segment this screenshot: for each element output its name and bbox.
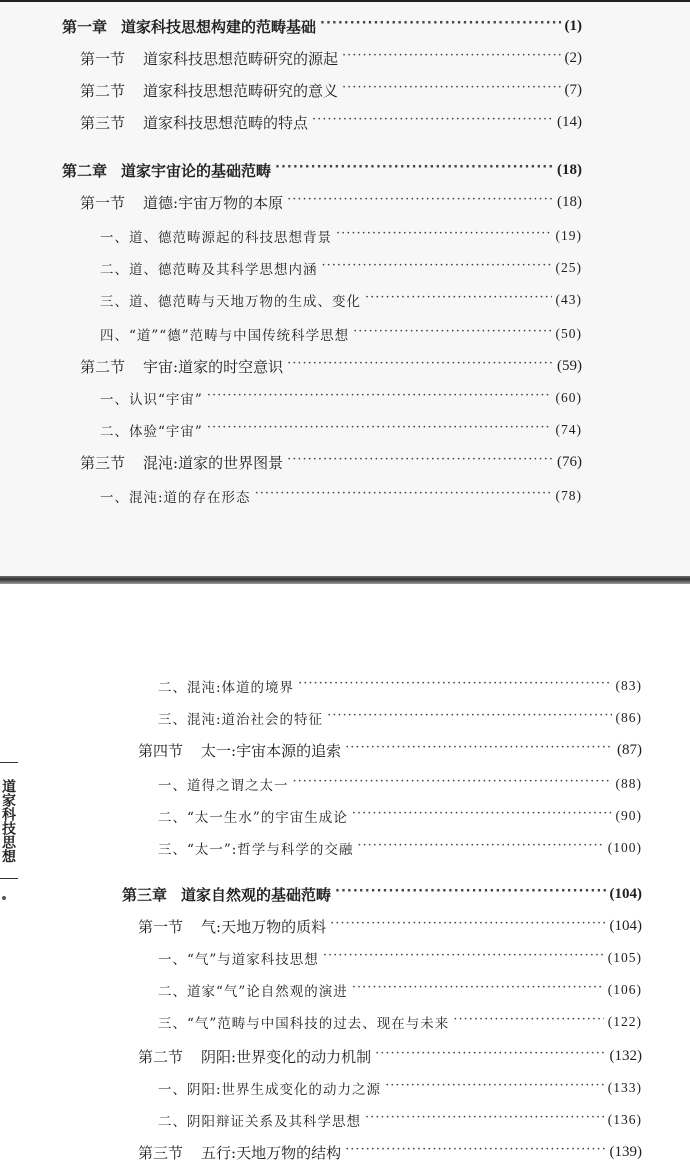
toc-entry-title: 四、“道”“德”范畴与中国传统科学思想 <box>100 328 350 344</box>
toc-page-number: (90) <box>615 808 642 823</box>
toc-dot-leader <box>323 946 604 970</box>
toc-section-entry[interactable] <box>80 46 582 70</box>
toc-dot-leader <box>375 1044 605 1068</box>
toc-dot-leader <box>345 1140 605 1164</box>
toc-dot-leader <box>342 46 560 70</box>
toc-page-number: (88) <box>615 776 642 791</box>
toc-entry-number: 第三节 <box>138 1143 184 1162</box>
toc-subsection-entry[interactable] <box>158 836 642 860</box>
toc-entry-title: 道家科技思想范畴研究的意义 <box>143 81 339 100</box>
toc-page-number: (1) <box>564 17 582 34</box>
toc-subsection-entry[interactable] <box>158 946 642 970</box>
toc-subsection-entry[interactable] <box>158 804 642 828</box>
toc-entry-number: 第三章 <box>122 885 168 904</box>
toc-dot-leader <box>287 354 553 378</box>
toc-page-number: (139) <box>609 1143 642 1160</box>
toc-dot-leader <box>312 110 553 134</box>
toc-subsection-entry[interactable] <box>100 256 582 280</box>
toc-section-entry[interactable] <box>138 914 642 938</box>
toc-subsection-entry[interactable] <box>158 1108 642 1132</box>
toc-dot-leader <box>353 322 551 346</box>
toc-entry-title: 二、混沌:体道的境界 <box>158 680 295 696</box>
toc-entry-title: 二、体验“宇宙” <box>100 424 203 440</box>
toc-page-number: (104) <box>609 917 642 934</box>
toc-dot-leader <box>385 1076 604 1100</box>
toc-page-number: (25) <box>555 260 582 275</box>
toc-page-number: (86) <box>615 710 642 725</box>
toc-page-number: (60) <box>555 390 582 405</box>
toc-chapter-entry[interactable] <box>62 158 582 182</box>
toc-page-number: (83) <box>615 678 642 693</box>
toc-entry-number: 第一节 <box>80 49 126 68</box>
toc-subsection-entry[interactable] <box>100 484 582 508</box>
toc-dot-leader <box>287 450 553 474</box>
toc-page-number: (105) <box>607 950 642 965</box>
toc-dot-leader <box>352 804 612 828</box>
toc-page-number: (59) <box>557 357 582 374</box>
toc-entry-title: 二、道、德范畴及其科学思想内涵 <box>100 262 318 278</box>
toc-dot-leader <box>320 14 560 38</box>
toc-entry-title: 一、“气”与道家科技思想 <box>158 952 319 968</box>
toc-page-number: (104) <box>609 885 642 902</box>
toc-page-number: (2) <box>564 49 582 66</box>
toc-page-number: (87) <box>617 741 642 758</box>
toc-subsection-entry[interactable] <box>158 674 642 698</box>
toc-page-number: (19) <box>555 228 582 243</box>
toc-entry-title: 三、混沌:道治社会的特征 <box>158 712 324 728</box>
toc-entry-number: 第一章 <box>62 17 108 36</box>
toc-entry-number: 第一节 <box>80 193 126 212</box>
toc-page-number: (133) <box>607 1080 642 1095</box>
book-title-sidebar: 道家科技思想 <box>0 762 18 879</box>
toc-entry-title: 三、“气”范畴与中国科技的过去、现在与未来 <box>158 1016 450 1032</box>
toc-dot-leader <box>327 706 611 730</box>
toc-entry-title: 三、道、德范畴与天地万物的生成、变化 <box>100 294 361 310</box>
toc-section-entry[interactable] <box>80 450 582 474</box>
toc-entry-number: 第三节 <box>80 453 126 472</box>
toc-dot-leader <box>298 674 611 698</box>
toc-entry-number: 第三节 <box>80 113 126 132</box>
toc-entry-title: 道家宇宙论的基础范畴 <box>121 161 272 180</box>
toc-dot-leader <box>453 1010 603 1034</box>
toc-dot-leader <box>293 772 612 796</box>
toc-dot-leader <box>335 882 605 906</box>
toc-subsection-entry[interactable] <box>158 706 642 730</box>
toc-dot-leader <box>357 836 603 860</box>
toc-subsection-entry[interactable] <box>100 418 582 442</box>
toc-dot-leader <box>287 190 553 214</box>
toc-page-number: (50) <box>555 326 582 341</box>
toc-dot-leader <box>330 914 605 938</box>
toc-subsection-entry[interactable] <box>158 772 642 796</box>
toc-section-entry[interactable] <box>138 1044 642 1068</box>
toc-subsection-entry[interactable] <box>100 288 582 312</box>
toc-dot-leader <box>207 386 552 410</box>
toc-dot-leader <box>275 158 553 182</box>
toc-entry-title: 气:天地万物的质料 <box>201 917 327 936</box>
toc-page-number: (18) <box>557 193 582 210</box>
toc-dot-leader <box>345 738 613 762</box>
toc-entry-number: 第二节 <box>80 81 126 100</box>
toc-page-number: (74) <box>555 422 582 437</box>
toc-page-number: (122) <box>607 1014 642 1029</box>
toc-section-entry[interactable] <box>138 1140 642 1164</box>
toc-page-number: (106) <box>607 982 642 997</box>
toc-page-number: (43) <box>555 292 582 307</box>
page-divider <box>0 576 690 584</box>
toc-section-entry[interactable] <box>80 354 582 378</box>
toc-section-entry[interactable] <box>80 78 582 102</box>
toc-entry-title: 一、道、德范畴源起的科技思想背景 <box>100 230 332 246</box>
toc-dot-leader <box>365 288 552 312</box>
toc-entry-title: 五行:天地万物的结构 <box>201 1143 342 1162</box>
toc-chapter-entry[interactable] <box>62 14 582 38</box>
toc-page-number: (100) <box>607 840 642 855</box>
toc-section-entry[interactable] <box>80 110 582 134</box>
toc-page-number: (7) <box>564 81 582 98</box>
page-mark <box>2 896 6 900</box>
toc-page-number: (18) <box>557 161 582 178</box>
toc-subsection-entry[interactable] <box>100 322 582 346</box>
toc-dot-leader <box>322 256 552 280</box>
toc-entry-number: 第二节 <box>80 357 126 376</box>
toc-entry-title: 一、混沌:道的存在形态 <box>100 490 251 506</box>
toc-entry-number: 第二节 <box>138 1047 184 1066</box>
toc-dot-leader <box>352 978 604 1002</box>
toc-entry-title: 道家科技思想构建的范畴基础 <box>121 17 317 36</box>
toc-dot-leader <box>365 1108 604 1132</box>
toc-section-entry[interactable] <box>80 190 582 214</box>
toc-entry-title: 二、道家“气”论自然观的演进 <box>158 984 348 1000</box>
toc-dot-leader <box>255 484 552 508</box>
toc-entry-title: 宇宙:道家的时空意识 <box>143 357 284 376</box>
toc-page-number: (76) <box>557 453 582 470</box>
toc-entry-title: 阴阳:世界变化的动力机制 <box>201 1047 372 1066</box>
toc-entry-title: 二、阴阳辩证关系及其科学思想 <box>158 1114 361 1130</box>
toc-entry-title: 道家科技思想范畴的特点 <box>143 113 309 132</box>
toc-entry-title: 道德:宇宙万物的本原 <box>143 193 284 212</box>
toc-dot-leader <box>336 224 552 248</box>
toc-entry-number: 第一节 <box>138 917 184 936</box>
toc-entry-number: 第四节 <box>138 741 184 760</box>
toc-entry-title: 二、“太一生水”的宇宙生成论 <box>158 810 348 826</box>
toc-entry-title: 道家科技思想范畴研究的源起 <box>143 49 339 68</box>
toc-entry-title: 太一:宇宙本源的追索 <box>201 741 342 760</box>
toc-dot-leader <box>342 78 560 102</box>
toc-section-entry[interactable] <box>138 738 642 762</box>
toc-page-number: (132) <box>609 1047 642 1064</box>
toc-entry-title: 一、认识“宇宙” <box>100 392 203 408</box>
toc-subsection-entry[interactable] <box>158 1010 642 1034</box>
toc-subsection-entry[interactable] <box>158 1076 642 1100</box>
toc-entry-title: 道家自然观的基础范畴 <box>181 885 332 904</box>
toc-subsection-entry[interactable] <box>100 224 582 248</box>
toc-entry-title: 一、阴阳:世界生成变化的动力之源 <box>158 1082 382 1098</box>
toc-entry-title: 一、道得之谓之太一 <box>158 778 289 794</box>
toc-page-number: (14) <box>557 113 582 130</box>
toc-page-number: (78) <box>555 488 582 503</box>
page-top-rule <box>0 0 690 2</box>
toc-entry-number: 第二章 <box>62 161 108 180</box>
toc-entry-title: 混沌:道家的世界图景 <box>143 453 284 472</box>
toc-page-number: (136) <box>607 1112 642 1127</box>
toc-subsection-entry[interactable] <box>100 386 582 410</box>
toc-chapter-entry[interactable] <box>122 882 642 906</box>
toc-entry-title: 三、“太一”:哲学与科学的交融 <box>158 842 354 858</box>
toc-dot-leader <box>207 418 552 442</box>
toc-subsection-entry[interactable] <box>158 978 642 1002</box>
